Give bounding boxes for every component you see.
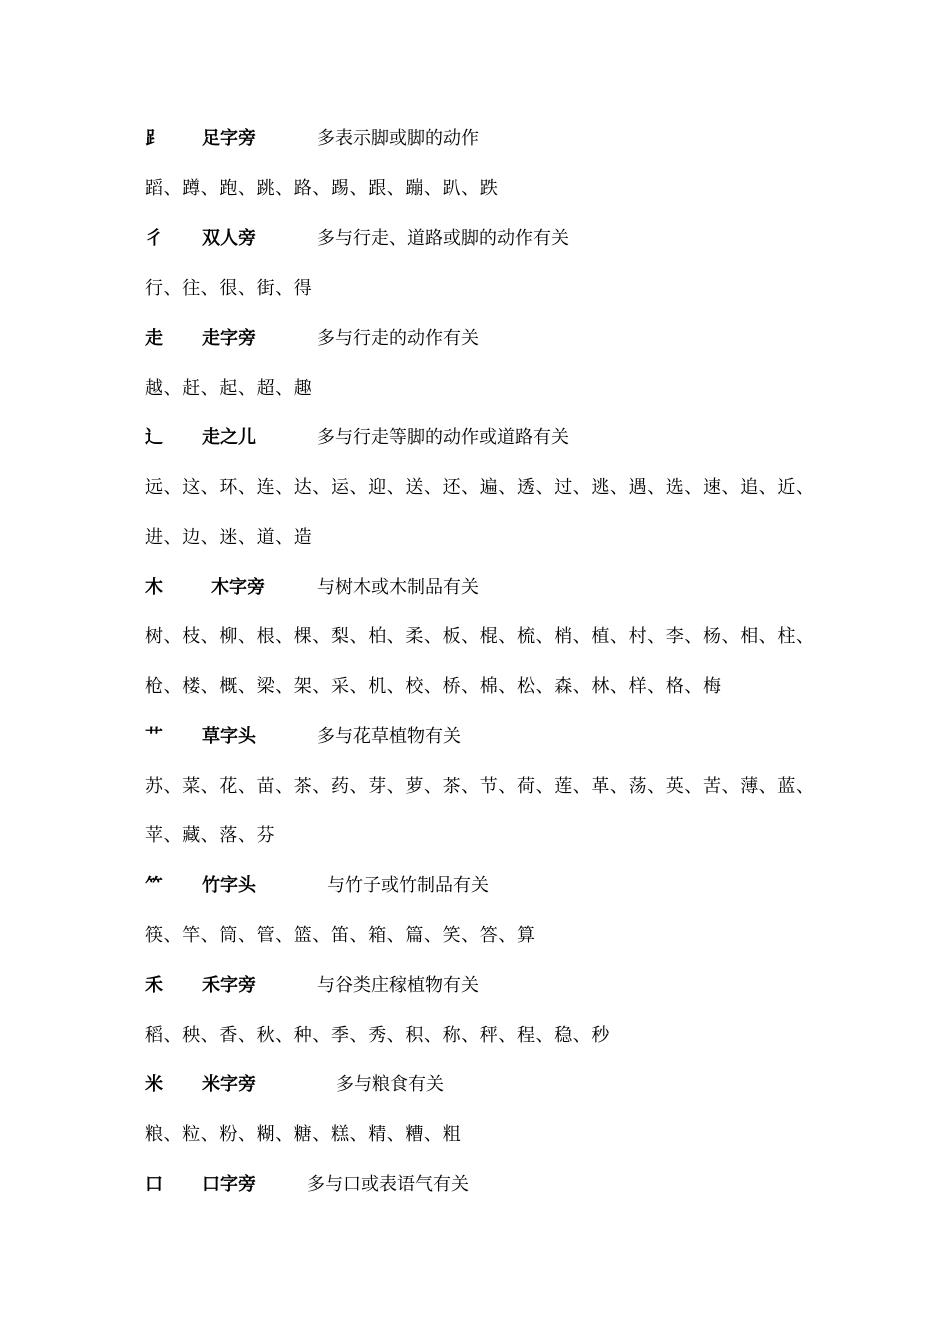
radical-name: 走之儿 (202, 427, 256, 448)
radical-name: 草字头 (202, 726, 256, 747)
radical-name: 走字旁 (202, 328, 256, 349)
radical-meaning: 多与口或表语气有关 (307, 1174, 469, 1195)
radical-meaning: 多与行走等脚的动作或道路有关 (317, 427, 569, 448)
radical-glyph: 辶 (145, 427, 163, 448)
radical-name: 竹字头 (202, 875, 256, 896)
example-chars: 粮、粒、粉、糊、糖、糕、精、糟、粗 (145, 1124, 462, 1145)
example-chars: 行、往、很、街、得 (145, 278, 313, 299)
example-chars: 蹈、蹲、跑、跳、路、踢、跟、蹦、趴、跌 (145, 178, 499, 199)
radical-meaning: 多与行走、道路或脚的动作有关 (317, 228, 569, 249)
radical-name: 足字旁 (202, 128, 256, 149)
radical-glyph: 彳 (145, 228, 163, 249)
radical-meaning: 多与行走的动作有关 (317, 328, 479, 349)
example-chars: 树、枝、柳、根、棵、梨、柏、柔、板、棍、梳、梢、植、村、李、杨、相、柱、 (145, 626, 815, 647)
radical-glyph: 米 (145, 1074, 163, 1095)
radical-meaning: 与谷类庄稼植物有关 (317, 975, 479, 996)
radical-glyph: 艹 (145, 726, 163, 747)
radical-meaning: 多表示脚或脚的动作 (317, 128, 479, 149)
radical-name: 口字旁 (202, 1174, 256, 1195)
example-chars: 苹、藏、落、芬 (145, 825, 276, 846)
example-chars: 越、赶、起、超、趣 (145, 378, 313, 399)
example-chars: 筷、竿、筒、管、篮、笛、箱、篇、笑、答、算 (145, 925, 536, 946)
radical-name: 米字旁 (202, 1074, 256, 1095)
radical-meaning: 与树木或木制品有关 (317, 577, 479, 598)
radical-glyph: ⻊ (145, 128, 163, 149)
radical-meaning: 与竹子或竹制品有关 (327, 875, 489, 896)
example-chars: 远、这、环、连、达、运、迎、送、还、遍、透、过、逃、遇、选、速、追、近、 (145, 477, 815, 498)
example-chars: 枪、楼、概、梁、架、采、机、校、桥、棉、松、森、林、样、格、梅 (145, 676, 722, 697)
radical-name: 双人旁 (202, 228, 256, 249)
radical-meaning: 多与花草植物有关 (317, 726, 461, 747)
radical-name: 禾字旁 (202, 975, 256, 996)
radical-glyph: 木 (145, 577, 163, 598)
example-chars: 进、边、迷、道、造 (145, 527, 313, 548)
example-chars: 苏、菜、花、苗、茶、药、芽、萝、茶、节、荷、莲、革、荡、英、苦、薄、蓝、 (145, 776, 815, 797)
example-chars: 稻、秧、香、秋、种、季、秀、积、称、秤、程、稳、秒 (145, 1025, 610, 1046)
radical-glyph: 口 (145, 1174, 163, 1195)
radical-glyph: ⺮ (145, 875, 163, 896)
radical-glyph: 走 (145, 328, 163, 349)
radical-name: 木字旁 (211, 577, 265, 598)
radical-meaning: 多与粮食有关 (336, 1074, 444, 1095)
radical-glyph: 禾 (145, 975, 163, 996)
